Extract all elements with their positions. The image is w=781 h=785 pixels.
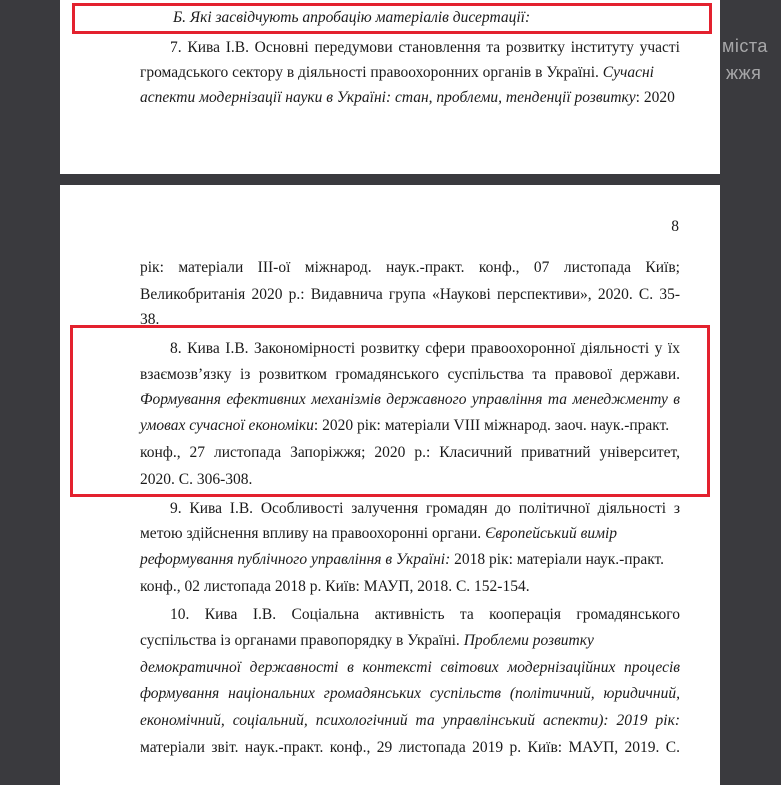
item-7-cont-line-2: Великобританія 2020 р.: Видавнича група «Наукові перспективи», 2020. С. 35-	[140, 286, 680, 303]
item-10-line-3: демократичної державності в контексті світових модернізаційних процесів	[140, 659, 680, 676]
item-8-line-6: 2020. С. 306-308.	[140, 471, 253, 488]
page-number: 8	[671, 218, 679, 235]
item-10-line-2: суспільства із органами правопорядку в Україні. Проблеми розвитку	[140, 632, 594, 649]
item-7-cont-line-1: рік: матеріали ІІІ-ої міжнарод. наук.-практ. конф., 07 листопада Київ;	[140, 259, 680, 276]
item-7-line-3: аспекти модернізації науки в Україні: стан, проблеми, тенденції розвитку: 2020	[140, 89, 675, 106]
item-10-line-5: економічний, соціальний, психологічний та управлінський аспекти): 2019 рік:	[140, 712, 680, 729]
item-8-line-2: взаємозв’язку із розвитком громадянського суспільства та правової держави.	[140, 366, 680, 383]
item-8-line-4: умовах сучасної економіки: 2020 рік: матеріали VIII міжнарод. заоч. наук.-практ.	[140, 417, 670, 434]
item-9-line-3: реформування публічного управління в Україні: 2018 рік: матеріали наук.-практ.	[140, 551, 665, 568]
item-8-line-3: Формування ефективних механізмів державного управління та менеджменту в	[140, 391, 680, 408]
item-8-highlight-box	[70, 325, 710, 497]
item-10-line-1: 10. Кива І.В. Соціальна активність та кооперація громадянського	[170, 606, 680, 623]
item-7-line-1: 7. Кива І.В. Основні передумови становлення та розвитку інституту участі	[170, 39, 680, 56]
section-heading: Б. Які засвідчують апробацію матеріалів дисертації:	[173, 9, 531, 26]
item-7-line-2: громадського сектору в діяльності правоохоронних органів в Україні. Сучасні	[140, 64, 654, 81]
heading-highlight-box	[72, 3, 712, 34]
watermark-line-1: міста	[722, 36, 768, 56]
item-10-line-6: матеріали звіт. наук.-практ. конф., 29 листопада 2019 р. Київ: МАУП, 2019. С.	[140, 739, 680, 756]
item-9-line-2: метою здійснення впливу на правоохоронні органи. Європейський вимір	[140, 525, 618, 542]
item-7-cont-line-3: 38.	[140, 311, 160, 328]
item-8-line-5: конф., 27 листопада Запоріжжя; 2020 р.: Класичний приватний університет,	[140, 444, 680, 461]
item-10-line-4: формування національних громадянських суспільств (політичний, юридичний,	[140, 685, 680, 702]
watermark-line-2: жжя	[726, 63, 762, 83]
item-9-line-4: конф., 02 листопада 2018 р. Київ: МАУП, 2018. С. 152-154.	[140, 578, 530, 595]
item-8-line-1: 8. Кива І.В. Закономірності розвитку сфери правоохоронної діяльності у їх	[170, 340, 680, 357]
item-9-line-1: 9. Кива І.В. Особливості залучення громадян до політичної діяльності з	[170, 500, 680, 517]
